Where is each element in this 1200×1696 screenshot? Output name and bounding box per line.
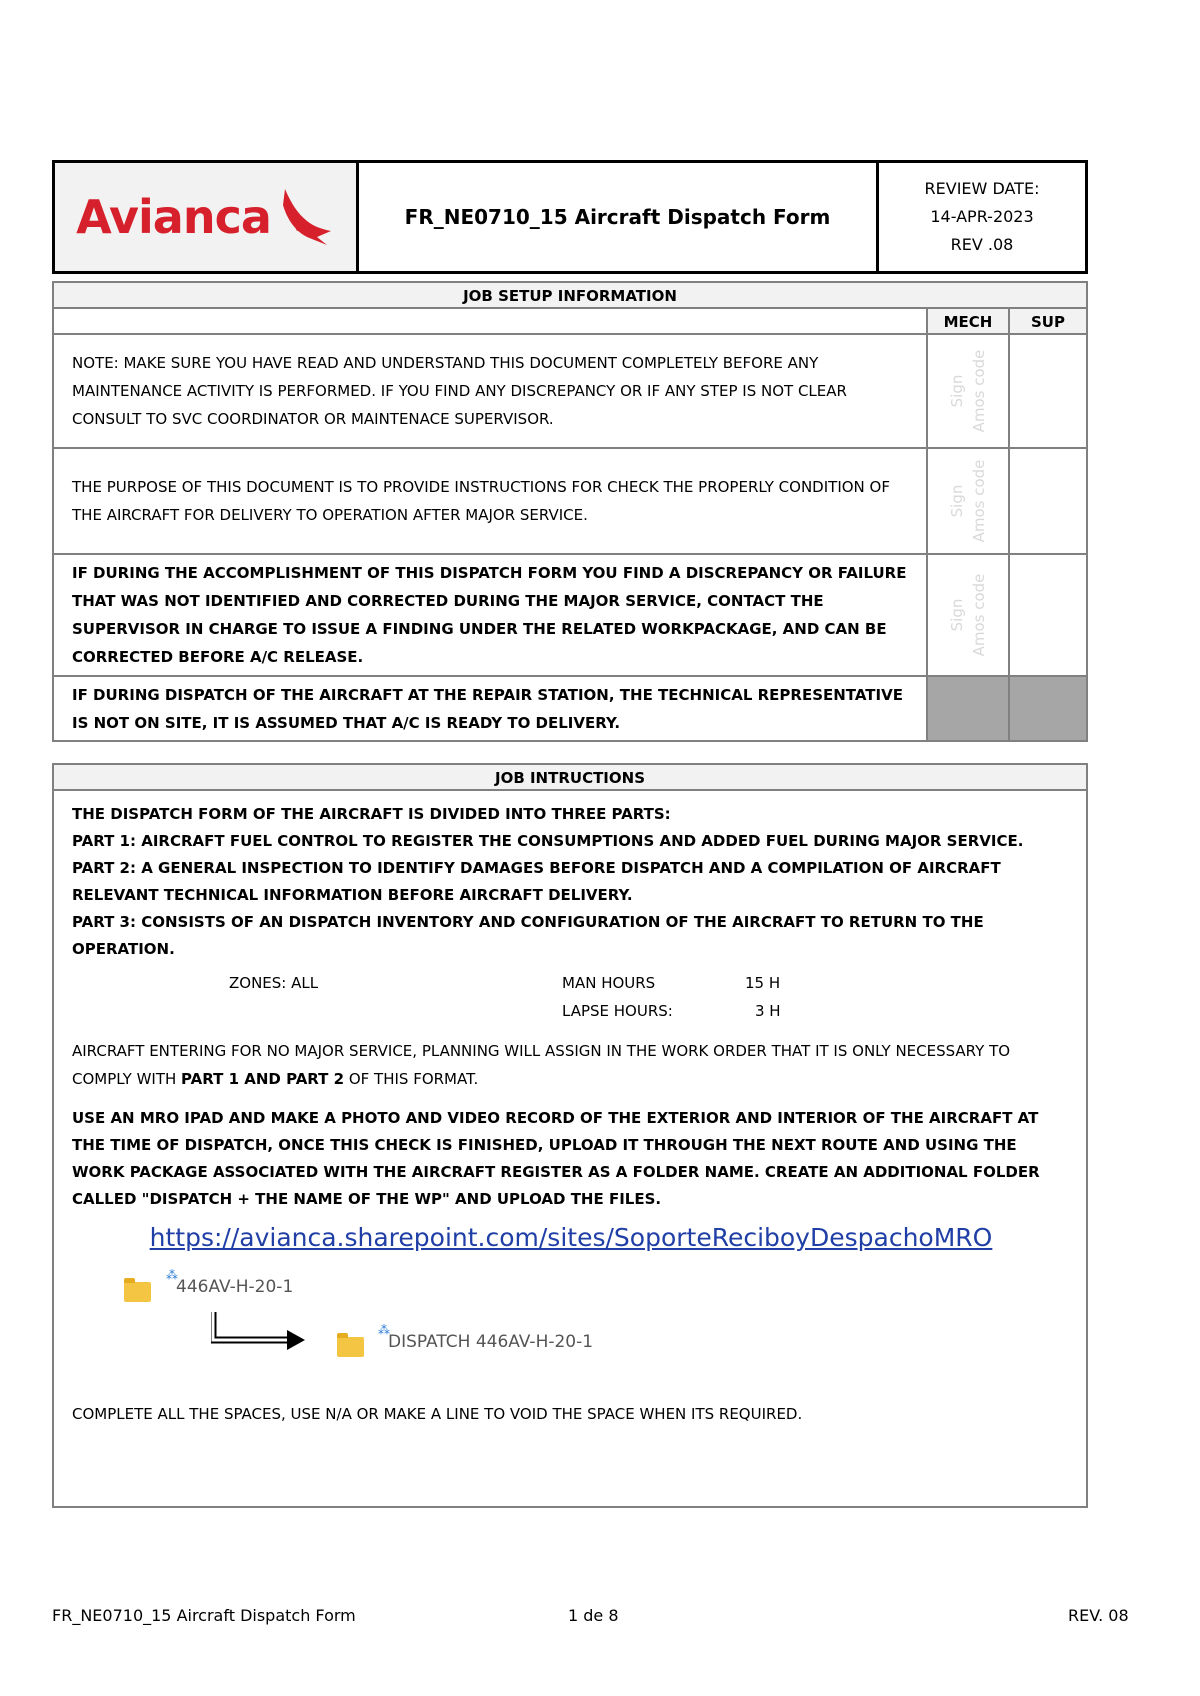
discrepancy-text: IF DURING THE ACCOMPLISHMENT OF THIS DISPATCH FORM YOU FIND A DISCREPANCY OR FAILURE THAT WAS NOT IDENTIFIED AND CORRECTED DURING THE MAJOR SERVICE, CONTACT THE SUPERVISOR IN CHARGE TO ISSUE A FINDING UNDER THE RELATED WORKPACKAGE, AND CAN BE CORRECTED BEFORE A/C RELEASE. (54, 555, 928, 675)
job-instructions-heading: JOB INTRUCTIONS (54, 765, 1086, 791)
job-setup-heading: JOB SETUP INFORMATION (54, 283, 1086, 309)
folder-example (72, 1252, 1070, 1372)
avianca-logo: Avianca (76, 190, 271, 244)
sharepoint-link[interactable]: https://avianca.sharepoint.com/sites/SoporteReciboyDespachoMRO (149, 1223, 993, 1252)
complete-spaces-text: COMPLETE ALL THE SPACES, USE N/A OR MAKE A LINE TO VOID THE SPACE WHEN ITS REQUIRED. (72, 1405, 803, 1423)
document-title: FR_NE0710_15 Aircraft Dispatch Form (359, 163, 879, 271)
footer-revision: REV. 08 (1068, 1606, 1129, 1625)
representative-row (54, 677, 1086, 740)
mech-sign-field[interactable] (928, 449, 1010, 553)
revision: REV .08 (950, 235, 1014, 254)
zones-text: ZONES: ALL (229, 974, 319, 992)
lapse-hours-value: 3 H (755, 1002, 781, 1020)
footer-document-name: FR_NE0710_15 Aircraft Dispatch Form (52, 1606, 356, 1625)
review-date: 14-APR-2023 (930, 207, 1034, 226)
hours-block (72, 969, 1070, 1033)
column-header-row (54, 309, 1086, 335)
instructions-intro: THE DISPATCH FORM OF THE AIRCRAFT IS DIVIDED INTO THREE PARTS: (72, 805, 671, 823)
mech-sign-field[interactable] (928, 335, 1010, 447)
mech-sign-field[interactable] (928, 555, 1010, 675)
sup-sign-field[interactable] (1010, 449, 1086, 553)
purpose-row (54, 449, 1086, 555)
job-setup-table (52, 281, 1088, 742)
sign-label: Sign (948, 598, 966, 632)
footer-page-number: 1 de 8 (568, 1606, 619, 1625)
man-hours-value: 15 H (745, 974, 781, 992)
review-info (879, 163, 1085, 271)
lapse-hours-label: LAPSE HOURS: (562, 1002, 673, 1020)
part-3-text: PART 3: CONSISTS OF AN DISPATCH INVENTORY AND CONFIGURATION OF THE AIRCRAFT TO RETURN TO THE OPERATION. (72, 913, 984, 958)
amos-code-label: Amos code (970, 573, 988, 657)
ipad-record-text: USE AN MRO IPAD AND MAKE A PHOTO AND VIDEO RECORD OF THE EXTERIOR AND INTERIOR OF THE AIRCRAFT AT THE TIME OF DISPATCH, ONCE THIS CHECK IS FINISHED, UPLOAD IT THROUGH THE NEXT ROUTE AND USING THE WORK PACKAGE ASSOCIATED WITH THE AIRCRAFT REGISTER AS A FOLDER NAME. CREATE AN ADDITIONAL FOLDER CALLED "DISPATCH + THE NAME OF THE WP" AND UPLOAD THE FILES. (72, 1109, 1040, 1208)
sign-label: Sign (948, 374, 966, 408)
mech-column-header: MECH (928, 309, 1010, 333)
review-date-label: REVIEW DATE: (924, 179, 1040, 198)
purpose-text: THE PURPOSE OF THIS DOCUMENT IS TO PROVIDE INSTRUCTIONS FOR CHECK THE PROPERLY CONDITION OF THE AIRCRAFT FOR DELIVERY TO OPERATION AFTER MAJOR SERVICE. (54, 449, 928, 553)
mech-blocked-cell (928, 677, 1010, 740)
note-row (54, 335, 1086, 449)
man-hours-label: MAN HOURS (562, 974, 656, 992)
part-2-text: PART 2: A GENERAL INSPECTION TO IDENTIFY DAMAGES BEFORE DISPATCH AND A COMPILATION OF AIRCRAFT RELEVANT TECHNICAL INFORMATION BEFORE AIRCRAFT DELIVERY. (72, 859, 1001, 904)
representative-text: IF DURING DISPATCH OF THE AIRCRAFT AT THE REPAIR STATION, THE TECHNICAL REPRESENTATIVE IS NOT ON SITE, IT IS ASSUMED THAT A/C IS READY TO DELIVERY. (54, 677, 928, 740)
amos-code-label: Amos code (970, 349, 988, 433)
no-major-service-text: AIRCRAFT ENTERING FOR NO MAJOR SERVICE, PLANNING WILL ASSIGN IN THE WORK ORDER THAT IT IS ONLY NECESSARY TO COMPLY WITH PART 1 AND PART 2 OF THIS FORMAT. (72, 1042, 1011, 1088)
document-header (52, 160, 1088, 274)
job-instructions (52, 763, 1088, 1508)
arrow-icon (211, 1310, 307, 1350)
sup-sign-field[interactable] (1010, 335, 1086, 447)
bird-icon (277, 185, 335, 249)
sync-icon: ⁂ (378, 1323, 390, 1337)
note-text: NOTE: MAKE SURE YOU HAVE READ AND UNDERSTAND THIS DOCUMENT COMPLETELY BEFORE ANY MAINTENANCE ACTIVITY IS PERFORMED. IF YOU FIND ANY DISCREPANCY OR IF ANY STEP IS NOT CLEAR CONSULT TO SVC COORDINATOR OR MAINTENACE SUPERVISOR. (54, 335, 928, 447)
folder-name: 446AV-H-20-1 (176, 1277, 294, 1297)
logo-cell (55, 163, 359, 271)
sup-column-header: SUP (1010, 309, 1086, 333)
part-1-text: PART 1: AIRCRAFT FUEL CONTROL TO REGISTER THE CONSUMPTIONS AND ADDED FUEL DURING MAJOR SERVICE. (72, 832, 1024, 850)
amos-code-label: Amos code (970, 459, 988, 543)
sync-icon: ⁂ (166, 1268, 178, 1282)
dispatch-folder-name: DISPATCH 446AV-H-20-1 (388, 1332, 594, 1352)
folder-icon (337, 1337, 364, 1357)
folder-icon (124, 1282, 151, 1302)
sup-blocked-cell (1010, 677, 1086, 740)
sign-label: Sign (948, 484, 966, 518)
sup-sign-field[interactable] (1010, 555, 1086, 675)
discrepancy-row (54, 555, 1086, 677)
